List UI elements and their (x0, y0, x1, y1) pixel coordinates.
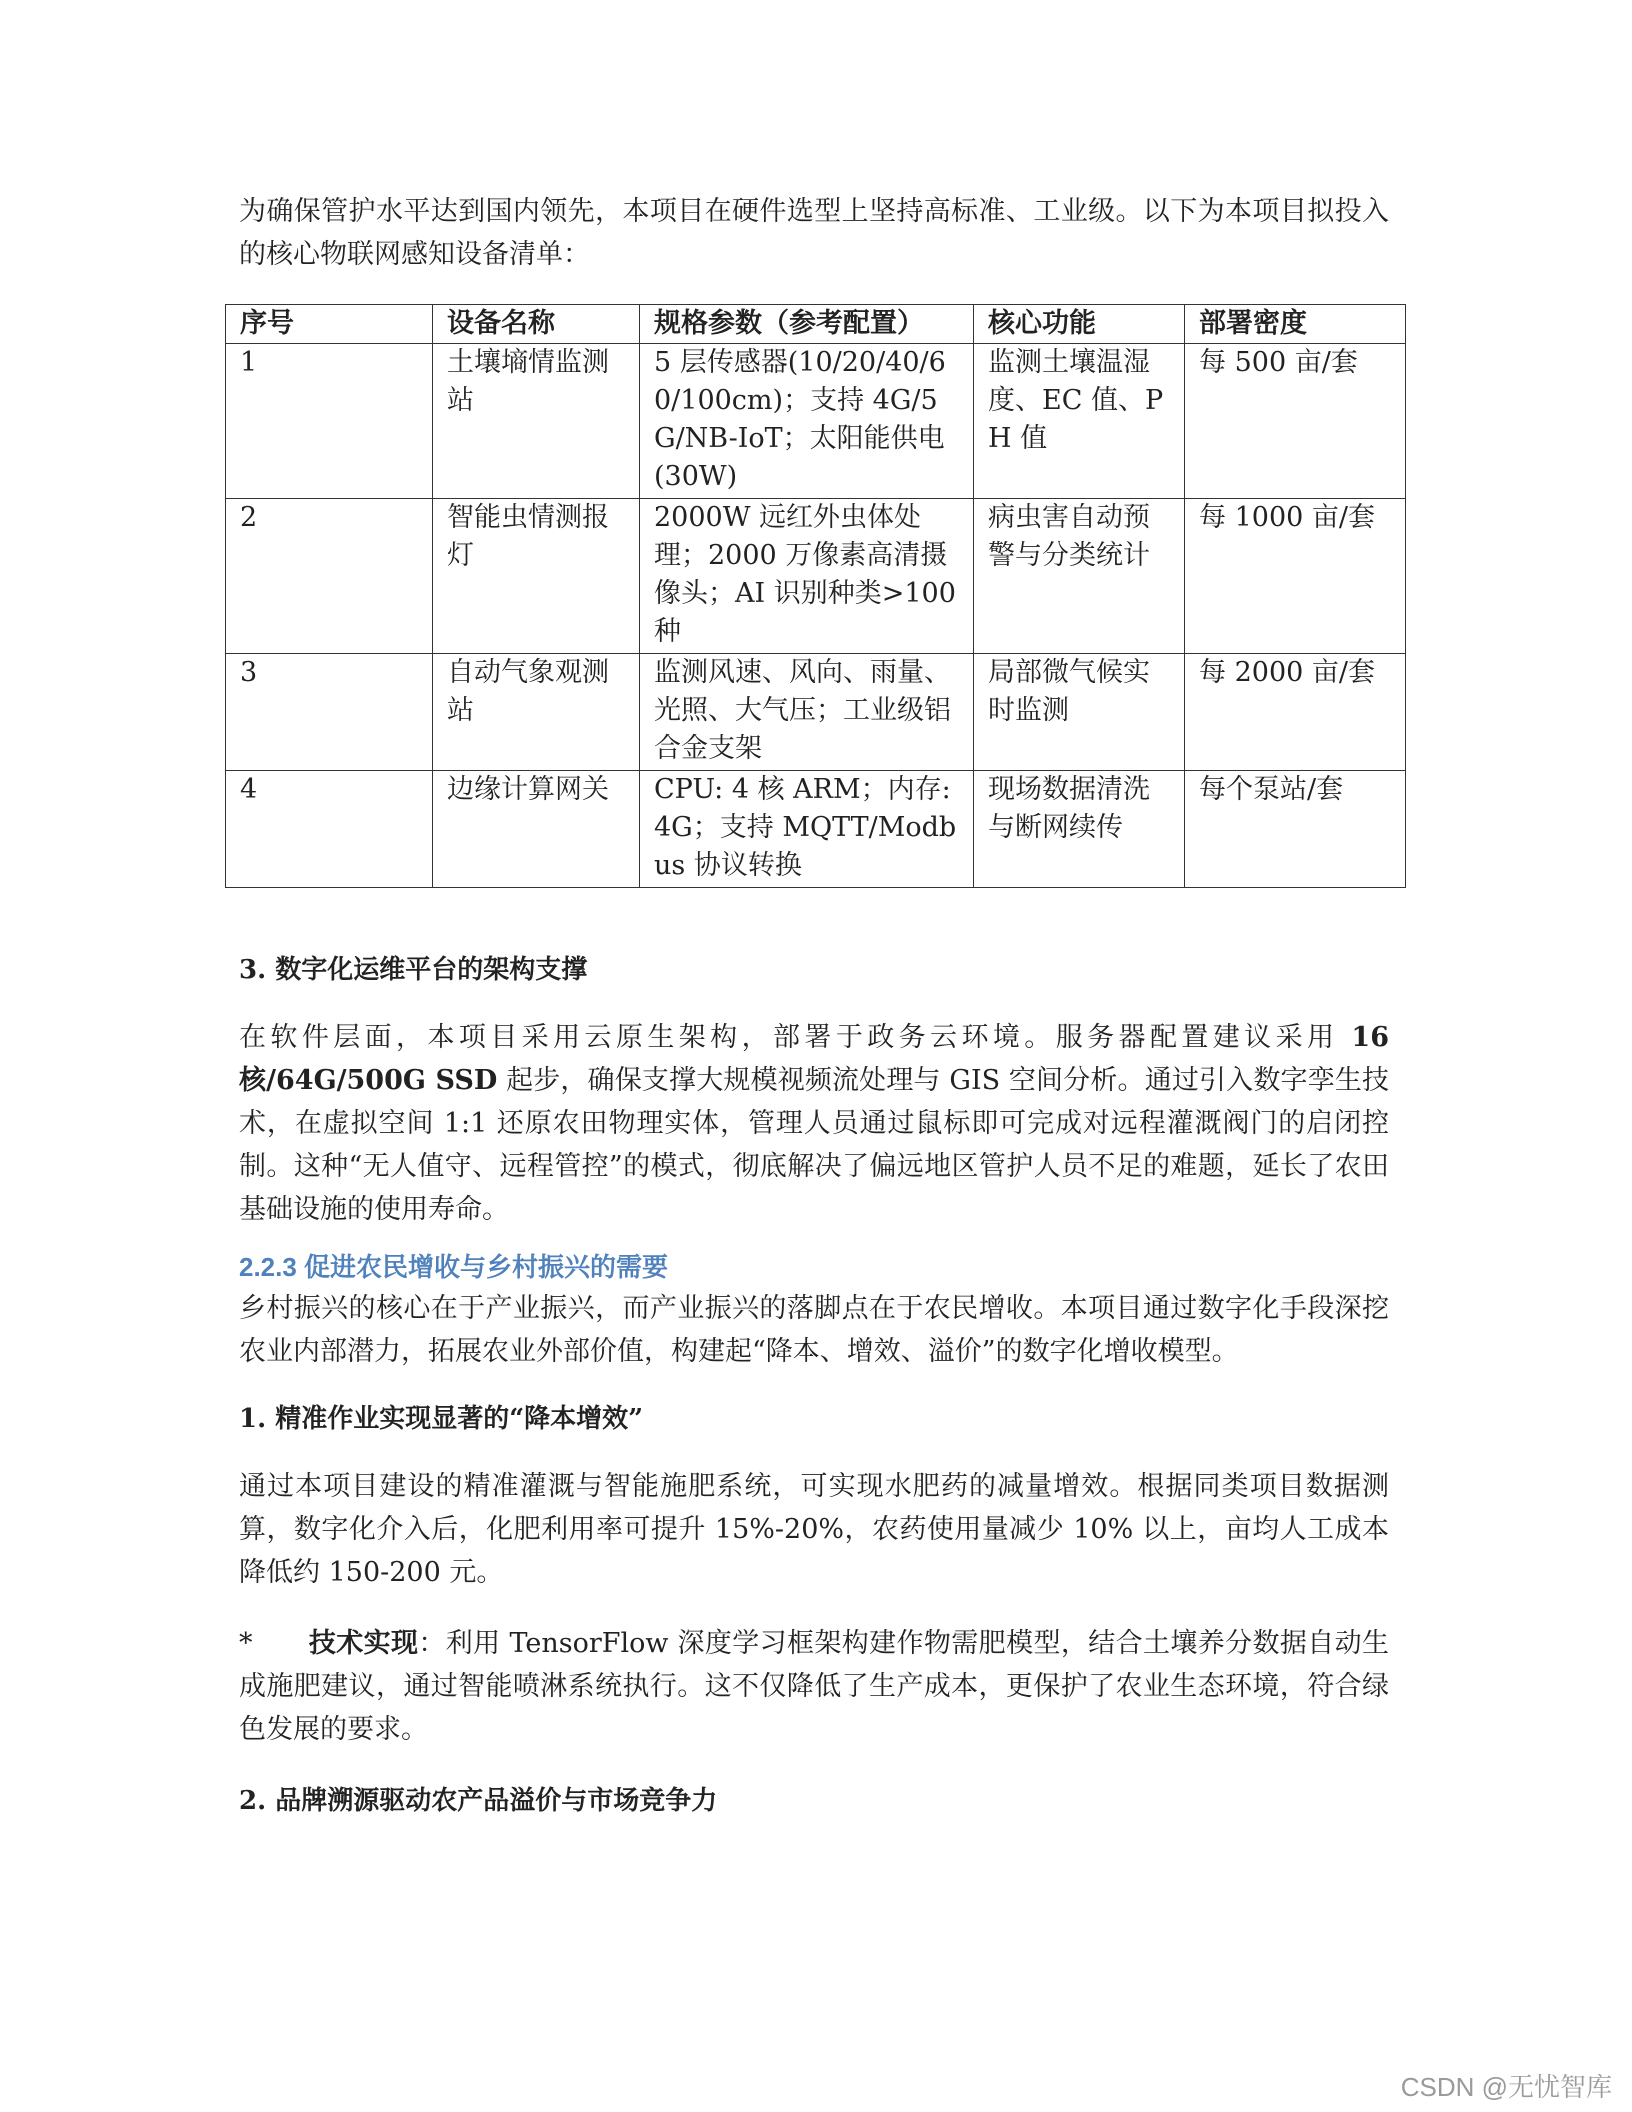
bullet-marker: * (239, 1628, 253, 1659)
document-page (239, 190, 1389, 1821)
table-cell: 每个泵站/套 (1185, 771, 1406, 888)
table-header-cell: 核心功能 (974, 305, 1185, 344)
tech-implementation-paragraph (239, 1622, 1389, 1751)
section-2-2-3-paragraph: 乡村振兴的核心在于产业振兴，而产业振兴的落脚点在于农民增收。本项目通过数字化手段深挖农业内部潜力，拓展农业外部价值，构建起“降本、增效、溢价”的数字化增收模型。 (239, 1293, 1389, 1367)
table-cell: CPU: 4 核 ARM；内存: 4G；支持 MQTT/Modbus 协议转换 (640, 771, 974, 888)
section3-paragraph (239, 1016, 1389, 1231)
item2-heading: 2. 品牌溯源驱动农产品溢价与市场竞争力 (239, 1786, 718, 1816)
table-cell: 自动气象观测站 (433, 654, 640, 771)
section3-text-after: 起步，确保支撑大规模视频流处理与 GIS 空间分析。通过引入数字孪生技术，在虚拟空间 1:1 还原农田物理实体，管理人员通过鼠标即可完成对远程灌溉阀门的启闭控制。这种“无人值守、远程管控”的模式，彻底解决了偏远地区管护人员不足的难题，延长了农田基础设施的使用寿命。 (239, 1065, 1389, 1225)
device-table (225, 304, 1406, 888)
section3-text-before: 在软件层面，本项目采用云原生架构，部署于政务云环境。服务器配置建议采用 (239, 1022, 1352, 1053)
table-cell: 监测土壤温湿度、EC 值、PH 值 (974, 344, 1185, 499)
table-row (226, 654, 1406, 771)
table-cell: 4 (226, 771, 433, 888)
table-header-cell: 序号 (226, 305, 433, 344)
server-spec-highlight: 16 核/64G/500G SSD (239, 1022, 1389, 1096)
table-cell: 土壤墒情监测站 (433, 344, 640, 499)
table-cell: 病虫害自动预警与分类统计 (974, 499, 1185, 654)
table-row (226, 344, 1406, 499)
table-header-cell: 规格参数（参考配置） (640, 305, 974, 344)
table-row (226, 499, 1406, 654)
table-row (226, 771, 1406, 888)
table-cell: 局部微气候实时监测 (974, 654, 1185, 771)
tech-text: ：利用 TensorFlow 深度学习框架构建作物需肥模型，结合土壤养分数据自动生成施肥建议，通过智能喷淋系统执行。这不仅降低了生产成本，更保护了农业生态环境，符合绿色发展的要求。 (239, 1628, 1390, 1745)
tech-label: 技术实现 (308, 1628, 419, 1659)
table-cell: 智能虫情测报灯 (433, 499, 640, 654)
item1-heading: 1. 精准作业实现显著的“降本增效” (239, 1404, 644, 1434)
table-header-cell: 设备名称 (433, 305, 640, 344)
table-cell: 3 (226, 654, 433, 771)
table-header-cell: 部署密度 (1185, 305, 1406, 344)
table-header-row (226, 305, 1406, 344)
table-cell: 监测风速、风向、雨量、光照、大气压；工业级铝合金支架 (640, 654, 974, 771)
table-cell: 5 层传感器(10/20/40/60/100cm)；支持 4G/5G/NB-IoT；太阳能供电(30W) (640, 344, 974, 499)
table-cell: 现场数据清洗与断网续传 (974, 771, 1185, 888)
table-cell: 边缘计算网关 (433, 771, 640, 888)
table-cell: 每 500 亩/套 (1185, 344, 1406, 499)
section3-heading: 3. 数字化运维平台的架构支撑 (239, 955, 588, 985)
table-cell: 每 1000 亩/套 (1185, 499, 1406, 654)
table-cell: 1 (226, 344, 433, 499)
item1-paragraph: 通过本项目建设的精准灌溉与智能施肥系统，可实现水肥药的减量增效。根据同类项目数据测算，数字化介入后，化肥利用率可提升 15%-20%，农药使用量减少 10% 以上，亩均人工成本降低约 150-200 元。 (239, 1471, 1389, 1588)
watermark: CSDN @无忧智库 (1400, 2072, 1612, 2102)
intro-paragraph: 为确保管护水平达到国内领先，本项目在硬件选型上坚持高标准、工业级。以下为本项目拟投入的核心物联网感知设备清单： (239, 196, 1389, 270)
section-2-2-3-heading: 2.2.3 促进农民增收与乡村振兴的需要 (239, 1252, 669, 1282)
table-cell: 2 (226, 499, 433, 654)
table-cell: 每 2000 亩/套 (1185, 654, 1406, 771)
table-cell: 2000W 远红外虫体处理；2000 万像素高清摄像头；AI 识别种类>100 种 (640, 499, 974, 654)
